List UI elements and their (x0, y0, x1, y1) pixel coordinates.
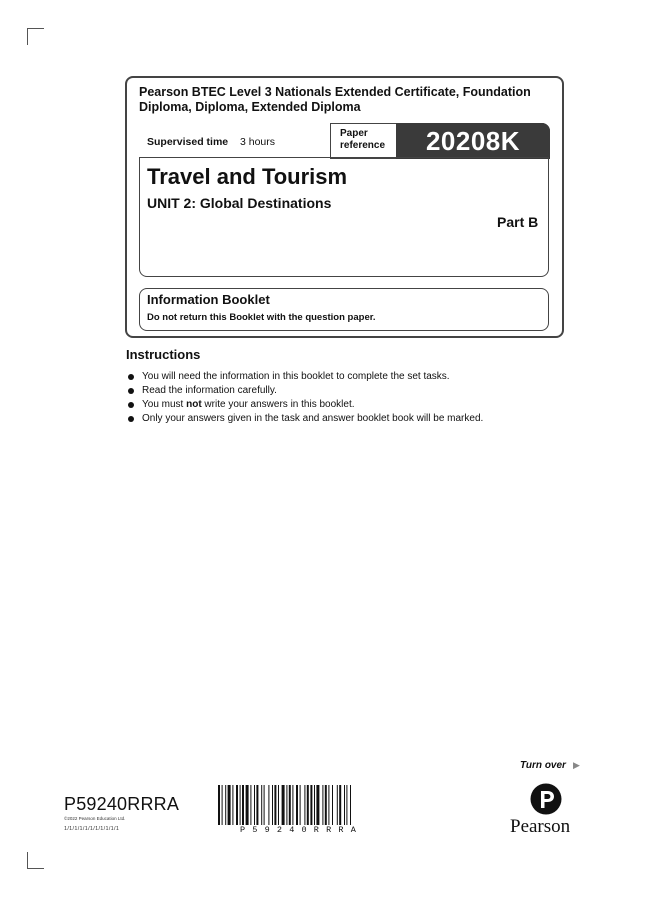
barcode-icon (218, 785, 418, 825)
print-code: 1/1/1/1/1/1/1/1/1/1/1 (64, 826, 120, 832)
paper-reference-label: Paper reference (340, 128, 386, 151)
instruction-item (127, 398, 587, 412)
instruction-text: You must (142, 399, 187, 410)
crop-mark-top-left (27, 28, 44, 45)
brand-name: Pearson (510, 816, 571, 837)
instruction-item: Only your answers given in the task and answer booklet book will be marked. (127, 412, 587, 426)
instruction-item: Read the information carefully. (127, 384, 587, 398)
information-booklet-title: Information Booklet (147, 292, 270, 307)
crop-mark-bottom-left (27, 852, 44, 869)
supervised-time-label: Supervised time (147, 136, 229, 148)
unit-title: UNIT 2: Global Destinations (147, 195, 332, 211)
pearson-logo-icon (530, 783, 562, 815)
turn-over-arrow-icon: ▶ (573, 760, 580, 770)
exam-title: Pearson BTEC Level 3 Nationals Extended Certificate, Foundation Diploma, Diploma, Extended Diploma (139, 85, 531, 114)
part-label: Part B (497, 214, 539, 230)
supervised-time-value: 3 hours (240, 136, 276, 148)
paper-reference-code: 20208K (425, 126, 521, 156)
information-booklet-note: Do not return this Booklet with the question paper. (147, 312, 376, 323)
barcode-text: P59240RRRA (240, 825, 364, 835)
instruction-text: write your answers in this booklet. (201, 399, 355, 410)
instructions-list (127, 370, 587, 426)
turn-over-label: Turn over (520, 760, 566, 771)
copyright-notice: ©2022 Pearson Education Ltd. (64, 816, 126, 821)
instructions-heading: Instructions (126, 347, 201, 362)
instruction-emphasis: not (186, 399, 202, 410)
instruction-item: You will need the information in this booklet to complete the set tasks. (127, 370, 587, 384)
document-code: P59240RRRA (64, 794, 180, 814)
subject-title: Travel and Tourism (147, 164, 348, 189)
